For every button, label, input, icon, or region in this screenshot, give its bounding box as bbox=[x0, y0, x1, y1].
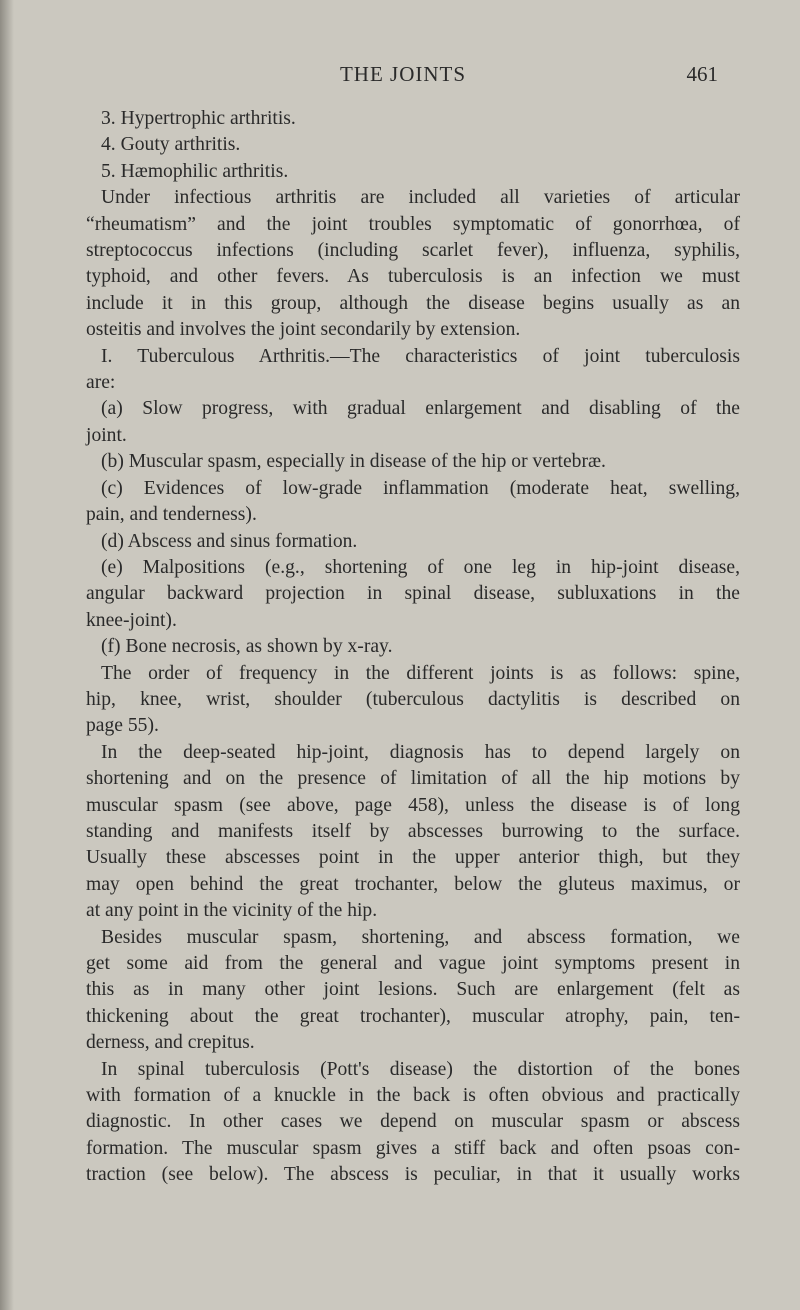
text-line: In the deep-seated hip-joint, diagnosis has to depend largely on bbox=[101, 741, 740, 763]
text-line: muscular spasm (see above, page 458), unless the disease is of long bbox=[86, 794, 740, 816]
text-line: hip, knee, wrist, shoulder (tuberculous dactylitis is described on bbox=[86, 688, 740, 710]
text-line: knee-joint). bbox=[86, 609, 177, 631]
text-line: derness, and crepitus. bbox=[86, 1032, 255, 1054]
text-line: osteitis and involves the joint secondarily by extension. bbox=[86, 319, 521, 341]
text-line: I. Tuberculous Arthritis.—The characteristics of joint tuberculosis bbox=[101, 345, 740, 367]
text-line: at any point in the vicinity of the hip. bbox=[86, 900, 378, 922]
text-line: page 55). bbox=[86, 715, 159, 737]
page-number: 461 bbox=[686, 62, 718, 86]
text-line: (d) Abscess and sinus formation. bbox=[101, 530, 358, 552]
text-line: thickening about the great trochanter), muscular atrophy, pain, ten- bbox=[86, 1005, 740, 1027]
text-line: may open behind the great trochanter, below the gluteus maximus, or bbox=[86, 873, 740, 895]
page-header bbox=[88, 62, 718, 92]
text-line: formation. The muscular spasm gives a stiff back and often psoas con- bbox=[86, 1137, 740, 1159]
text-line: angular backward projection in spinal disease, subluxations in the bbox=[86, 583, 740, 605]
text-line: 5. Hæmophilic arthritis. bbox=[101, 160, 289, 182]
text-line: (b) Muscular spasm, especially in disease of the hip or vertebræ. bbox=[101, 451, 606, 473]
text-line: get some aid from the general and vague joint symptoms present in bbox=[86, 953, 740, 974]
text-line: In spinal tuberculosis (Pott's disease) the distortion of the bones bbox=[101, 1058, 740, 1080]
text-line: (f) Bone necrosis, as shown by x-ray. bbox=[101, 636, 393, 658]
binding-shadow bbox=[0, 0, 14, 1310]
text-line: Usually these abscesses point in the upper anterior thigh, but they bbox=[86, 847, 740, 869]
page-body bbox=[86, 106, 740, 1189]
text-line: Besides muscular spasm, shortening, and abscess formation, we bbox=[101, 926, 740, 948]
text-line: 3. Hypertrophic arthritis. bbox=[101, 108, 296, 129]
text-line: with formation of a knuckle in the back is often obvious and practically bbox=[86, 1085, 740, 1107]
text-line: streptococcus infections (including scarlet fever), influenza, syphilis, bbox=[86, 240, 740, 262]
text-line: (c) Evidences of low-grade inflammation (moderate heat, swelling, bbox=[101, 477, 740, 499]
running-head: THE JOINTS bbox=[339, 62, 467, 86]
text-line: joint. bbox=[86, 424, 127, 446]
text-line: include it in this group, although the disease begins usually as an bbox=[86, 292, 740, 314]
text-line: Under infectious arthritis are included all varieties of articular bbox=[101, 187, 740, 209]
text-line: The order of frequency in the different joints is as follows: spine, bbox=[101, 662, 740, 684]
text-line: standing and manifests itself by abscesses burrowing to the surface. bbox=[86, 820, 740, 842]
text-line: (e) Malpositions (e.g., shortening of one leg in hip-joint disease, bbox=[101, 556, 740, 578]
text-line: 4. Gouty arthritis. bbox=[101, 134, 241, 156]
text-line: shortening and on the presence of limitation of all the hip motions by bbox=[86, 768, 740, 790]
text-line: typhoid, and other fevers. As tuberculosis is an infection we must bbox=[86, 266, 740, 288]
text-line: are: bbox=[86, 372, 116, 394]
text-line: pain, and tenderness). bbox=[86, 504, 257, 526]
text-line: “rheumatism” and the joint troubles symptomatic of gonorrhœa, of bbox=[86, 213, 740, 235]
text-line: (a) Slow progress, with gradual enlargement and disabling of the bbox=[101, 398, 740, 420]
text-line: diagnostic. In other cases we depend on muscular spasm or abscess bbox=[86, 1111, 740, 1133]
text-line: this as in many other joint lesions. Such are enlargement (felt as bbox=[86, 979, 740, 1001]
text-line: traction (see below). The abscess is peculiar, in that it usually works bbox=[86, 1164, 740, 1186]
